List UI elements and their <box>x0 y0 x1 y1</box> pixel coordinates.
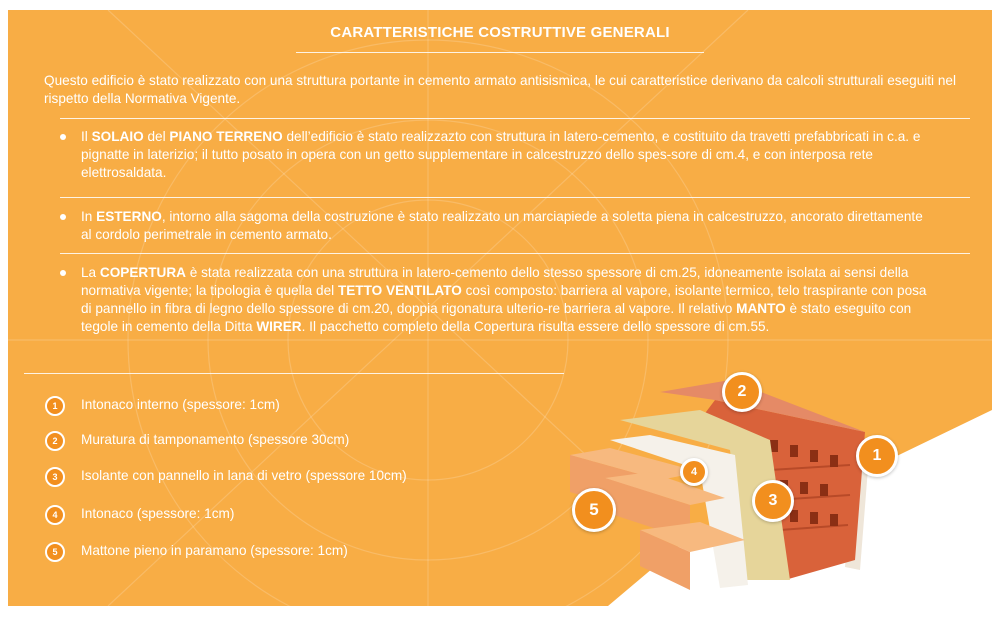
text-run: , intorno alla sagoma della costruzione è stato realizzato un marciapiede a soletta piena in calcestruzzo, ancorato direttamente al cordolo perimetrale in cemento armato. <box>81 209 923 242</box>
text-run: così composto: barriera al vapore, isolante termico, telo traspirante con posa di pannello in fibra di legno dello spessore di cm.20, doppia rigonatura ulterio-re barriera al vapore. Il relativo <box>81 283 927 316</box>
bold-keyword: MANTO <box>736 301 786 316</box>
bullet-text <box>81 208 931 244</box>
title-divider <box>296 52 704 53</box>
bold-keyword: COPERTURA <box>99 265 187 280</box>
legend-label: Intonaco interno (spessore: 1cm) <box>81 397 280 412</box>
legend-number-badge: 5 <box>45 542 65 562</box>
text-run: La <box>81 265 100 280</box>
page-title: CARATTERISTICHE COSTRUTTIVE GENERALI <box>330 24 670 41</box>
divider <box>24 373 564 374</box>
bold-keyword: ESTERNO <box>96 209 162 224</box>
text-run: Il <box>81 129 92 144</box>
legend-number-badge: 3 <box>45 467 65 487</box>
legend-number-badge: 2 <box>45 431 65 451</box>
layer-badge: 3 <box>752 480 794 522</box>
bullet-text <box>81 264 931 336</box>
layer-badge: 5 <box>572 488 616 532</box>
bold-keyword: WIRER <box>256 319 302 334</box>
divider <box>60 253 970 254</box>
bullet-dot <box>60 270 66 276</box>
bold-keyword: TETTO VENTILATO <box>337 283 462 298</box>
text-run: del <box>143 129 170 144</box>
legend-number-badge: 1 <box>45 396 65 416</box>
legend-label: Intonaco (spessore: 1cm) <box>81 506 235 521</box>
text-run: . Il pacchetto completo della Copertura risulta essere dello spessore di cm.55. <box>301 319 770 334</box>
text-run: dell’edificio è stato realizzazto con struttura in latero-cemento, e costituito da travetti prefabbricati in c.a. e pignatte in laterizio; il tutto posato in opera con un getto supplementare in calcestruzzo dello spes-sore di cm.4, e con interposa rete elettrosaldata. <box>81 129 921 180</box>
layer-badge: 1 <box>856 435 898 477</box>
legend-label: Muratura di tamponamento (spessore 30cm) <box>81 432 350 447</box>
legend-number-badge: 4 <box>45 505 65 525</box>
intro-paragraph: Questo edificio è stato realizzato con una struttura portante in cemento armato antisismica, le cui caratteristice derivano da calcoli strutturali eseguiti nel rispetto della Normativa Vigente. <box>44 73 956 106</box>
bold-keyword: SOLAIO <box>91 129 144 144</box>
bullet-dot <box>60 134 66 140</box>
text-run: è stata realizzata con una struttura in latero-cemento dello stesso spessore di cm.25, idoneamente isolata ai sensi della normativa vigente; la tipologia è quella del <box>81 265 909 298</box>
divider <box>60 197 970 198</box>
text-run: In <box>81 209 97 224</box>
divider <box>60 118 970 119</box>
legend-label: Isolante con pannello in lana di vetro (spessore 10cm) <box>81 468 407 483</box>
bold-keyword: PIANO TERRENO <box>169 129 283 144</box>
bullet-text <box>81 128 931 182</box>
layer-badge: 4 <box>680 458 708 486</box>
bullet-dot <box>60 214 66 220</box>
layer-badge: 2 <box>722 372 762 412</box>
text-run: è stato eseguito con tegole in cemento della Ditta <box>81 301 912 334</box>
legend-label: Mattone pieno in paramano (spessore: 1cm) <box>81 543 348 558</box>
